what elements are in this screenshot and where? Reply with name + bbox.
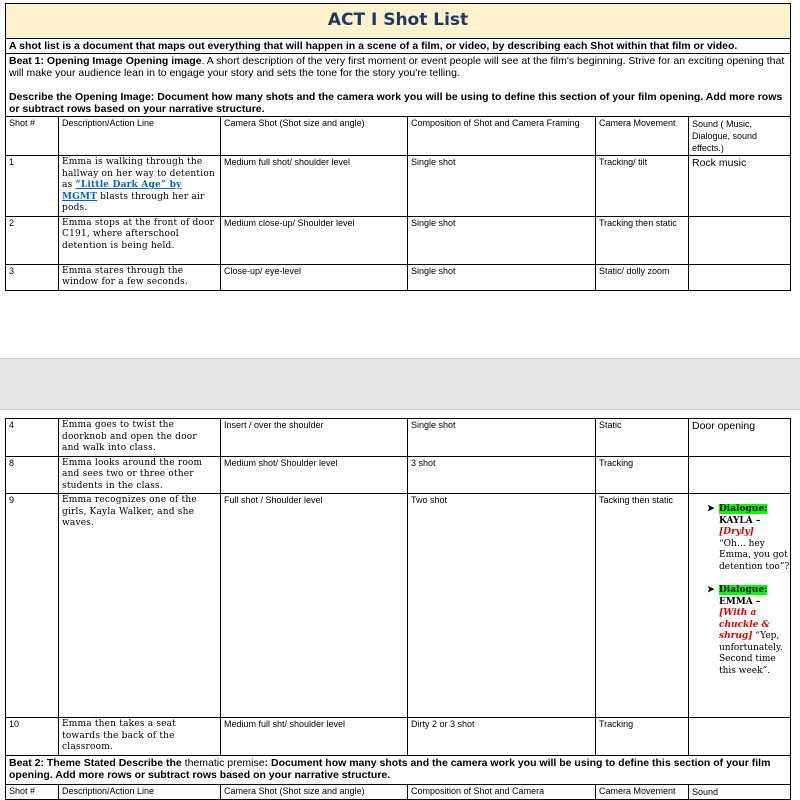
camera-shot: Medium full shot/ shoulder level [221, 156, 408, 217]
dialogue-speaker: KAYLA – [719, 515, 761, 526]
table-row [6, 718, 791, 756]
composition: Dirty 2 or 3 shot [408, 718, 596, 756]
composition: 3 shot [408, 456, 596, 494]
col-header-camera: Camera Shot (Shot size and angle) [221, 784, 408, 799]
beat-1-section [6, 54, 791, 117]
sound: Door opening [689, 419, 791, 457]
col-header-composition: Composition of Shot and Camera [408, 784, 596, 799]
beat-2-premise: thematic premise [181, 756, 265, 769]
song-link[interactable]: “Little Dark Age” by MGMT [62, 180, 182, 202]
table-row [6, 264, 791, 290]
beat-2-label: Beat 2: Theme Stated Describe the [9, 756, 182, 769]
table-row [6, 456, 791, 494]
shot-list-table-2 [5, 418, 791, 800]
dialogue-tag: Dialogue: [719, 504, 768, 514]
intro-text: A shot list is a document that maps out everything that will happen in a scene of a film, or video, by describing each Shot within that film or video. [6, 39, 791, 54]
col-header-sound: Sound [689, 784, 791, 799]
shot-description: Emma recognizes one of the girls, Kayla Walker, and she waves. [59, 494, 221, 718]
camera-movement: Tacking then static [596, 494, 689, 718]
camera-shot: Medium full sht/ shoulder level [221, 718, 408, 756]
dialogue-tag: Dialogue: [719, 585, 768, 595]
table-row [6, 494, 791, 718]
shot-number: 10 [6, 718, 59, 756]
beat-1-label: Beat 1: [9, 55, 45, 67]
col-header-shot: Shot # [6, 117, 59, 156]
shot-list-table-1 [5, 3, 791, 291]
beat-2-section [6, 755, 791, 784]
camera-movement: Tracking [596, 456, 689, 494]
camera-shot: Full shot / Shoulder level [221, 494, 408, 718]
composition: Single shot [408, 156, 596, 217]
shot-number: 3 [6, 264, 59, 290]
page-title: ACT I Shot List [327, 9, 469, 30]
arrow-bullet-icon: ➤ [707, 585, 715, 595]
col-header-movement: Camera Movement [596, 117, 689, 156]
col-header-desc: Description/Action Line [59, 784, 221, 799]
composition: Single shot [408, 264, 596, 290]
table-row [6, 419, 791, 457]
title-cell [6, 4, 791, 39]
shot-description: Emma then takes a seat towards the back of the classroom. [59, 718, 221, 756]
shot-number: 1 [6, 156, 59, 217]
sound [689, 216, 791, 264]
shot-number: 2 [6, 216, 59, 264]
sound-dialogue [689, 494, 791, 718]
col-header-camera: Camera Shot (Shot size and angle) [221, 117, 408, 156]
camera-movement: Tracking then static [596, 216, 689, 264]
dialogue-speaker: EMMA – [719, 596, 761, 607]
col-header-composition: Composition of Shot and Camera Framing [408, 117, 596, 156]
camera-shot: Medium shot/ Shoulder level [221, 456, 408, 494]
col-header-desc: Description/Action Line [59, 117, 221, 156]
beat-1-name-bold: Opening image [125, 55, 202, 67]
beat-1-description: . A short description of the very first moment or event people will see at the film's beginning. Strive for an exciting opening that will make your audience lean in to engage your story and sets the tone for the story you're telling. [9, 55, 785, 79]
page-break [0, 358, 800, 410]
sound [689, 264, 791, 290]
table-row [6, 156, 791, 217]
desc-text: Emma is walking through the hallway on her way to detention as [62, 157, 215, 190]
composition: Single shot [408, 419, 596, 457]
camera-shot: Medium close-up/ Shoulder level [221, 216, 408, 264]
document-page-1 [0, 0, 800, 358]
shot-description: Emma stops at the front of door C191, where afterschool detention is being held. [59, 216, 221, 264]
camera-movement: Tracking [596, 718, 689, 756]
camera-shot: Insert / over the shoulder [221, 419, 408, 457]
dialogue-line: “Yep, unfortunately. Second time this week”. [719, 631, 783, 676]
arrow-bullet-icon: ➤ [707, 504, 715, 514]
desc-text-end: blasts through her air pods. [62, 191, 205, 213]
beat-2-instruction: : Document how many shots and the camera work you will be using to define this section of your film opening. Add more rows or subtract rows based on your narrative structure. [9, 756, 771, 781]
shot-description: Emma looks around the room and sees two or three other students in the class. [59, 456, 221, 494]
camera-movement: Tracking/ tilt [596, 156, 689, 217]
dialogue-block [689, 504, 790, 573]
col-header-movement: Camera Movement [596, 784, 689, 799]
sound [689, 456, 791, 494]
col-header-shot: Shot # [6, 784, 59, 799]
dialogue-direction: [With a chuckle & shrug] [719, 608, 770, 641]
table-row [6, 216, 791, 264]
camera-shot: Close-up/ eye-level [221, 264, 408, 290]
dialogue-block [689, 585, 790, 677]
sound [689, 718, 791, 756]
shot-number: 4 [6, 419, 59, 457]
shot-description: Emma goes to twist the doorknob and open the door and walk into class. [59, 419, 221, 457]
col-header-sound: Sound ( Music, Dialogue, sound effects.) [689, 117, 791, 156]
camera-movement: Static [596, 419, 689, 457]
dialogue-line: “Oh… hey Emma, you got detention too”? [719, 538, 790, 572]
sound: Rock music [689, 156, 791, 217]
shot-number: 8 [6, 456, 59, 494]
shot-description [59, 156, 221, 217]
composition: Two shot [408, 494, 596, 718]
composition: Single shot [408, 216, 596, 264]
shot-number: 9 [6, 494, 59, 718]
camera-movement: Static/ dolly zoom [596, 264, 689, 290]
beat-1-name: Opening Image [44, 55, 126, 67]
dialogue-direction: [Dryly] [719, 527, 754, 537]
document-page-2 [0, 410, 800, 797]
beat-1-instruction: Describe the Opening Image: Document how many shots and the camera work you will be using to define this section of your film opening. Add more rows or subtract rows based on your narrative structure. [9, 91, 783, 115]
shot-description: Emma stares through the window for a few seconds. [59, 264, 221, 290]
